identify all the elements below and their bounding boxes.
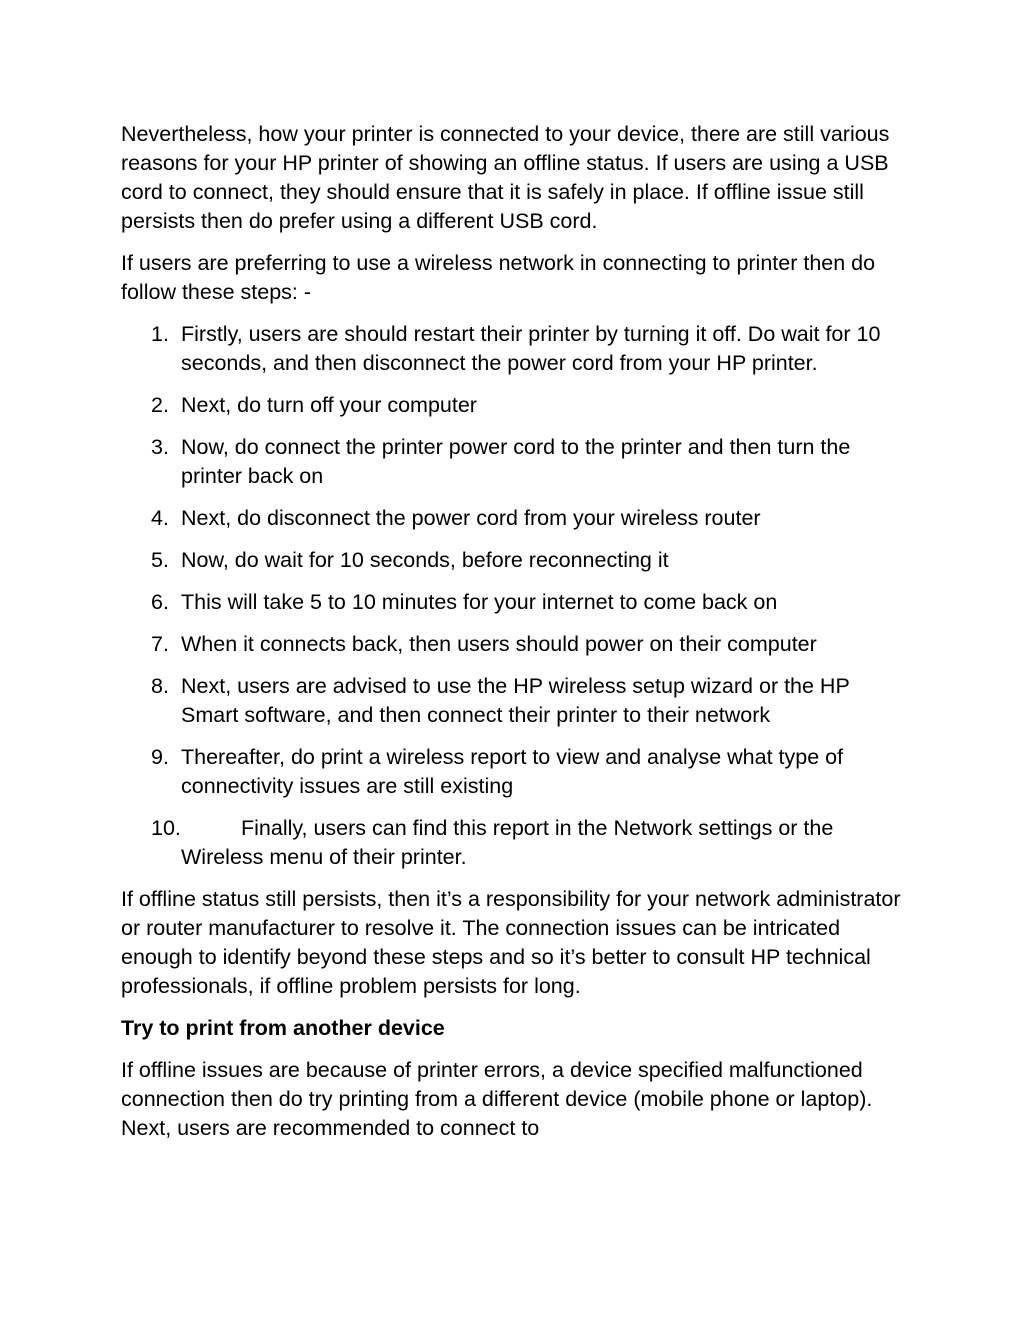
step-number: 9. (151, 745, 169, 769)
step-text: Firstly, users are should restart their printer by turning it off. Do wait for 10 seconds, and then disconnect the power cord from your HP printer. (181, 322, 881, 375)
list-item (121, 504, 911, 533)
list-item (121, 672, 911, 730)
list-item (121, 546, 911, 575)
step-number: 3. (151, 435, 169, 459)
list-item (121, 814, 911, 872)
wireless-intro-paragraph: If users are preferring to use a wireless network in connecting to printer then do follow these steps: - (121, 251, 876, 304)
step-number: 8. (151, 674, 169, 698)
step-text: Next, users are advised to use the HP wireless setup wizard or the HP Smart software, and then connect their printer to their network (181, 674, 850, 727)
step-number: 10. (151, 816, 181, 840)
step-text: Next, do turn off your computer (181, 393, 477, 417)
step-text: Thereafter, do print a wireless report to view and analyse what type of connectivity issues are still existing (181, 745, 844, 798)
offline-status-paragraph: If offline status still persists, then it’s a responsibility for your network administrator or router manufacturer to resolve it. The connection issues can be intricated enough to identify beyond these steps and so it’s better to consult HP technical professionals, if offline problem persists for long. (121, 887, 901, 998)
step-number: 5. (151, 548, 169, 572)
another-device-paragraph: If offline issues are because of printer errors, a device specified malfunctioned connection then do try printing from a different device (mobile phone or laptop). Next, users are recommended to connect to (121, 1058, 873, 1140)
step-text: This will take 5 to 10 minutes for your internet to come back on (181, 590, 778, 614)
step-text: Now, do connect the printer power cord to the printer and then turn the printer back on (181, 435, 851, 488)
steps-list (121, 320, 911, 872)
list-item (121, 320, 911, 378)
document-page (121, 120, 911, 1156)
step-number: 1. (151, 322, 169, 346)
list-item (121, 391, 911, 420)
step-text: Now, do wait for 10 seconds, before reconnecting it (181, 548, 669, 572)
intro-paragraph: Nevertheless, how your printer is connected to your device, there are still various reasons for your HP printer of showing an offline status. If users are using a USB cord to connect, they should ensure that it is safely in place. If offline issue still persists then do prefer using a different USB cord. (121, 122, 890, 233)
list-item (121, 433, 911, 491)
step-text: Next, do disconnect the power cord from your wireless router (181, 506, 761, 530)
step-text: When it connects back, then users should power on their computer (181, 632, 817, 656)
step-number: 4. (151, 506, 169, 530)
section-heading: Try to print from another device (121, 1016, 445, 1040)
list-item (121, 588, 911, 617)
step-text: Finally, users can find this report in the Network settings or the Wireless menu of their printer. (181, 816, 834, 869)
step-number: 6. (151, 590, 169, 614)
list-item (121, 743, 911, 801)
step-number: 7. (151, 632, 169, 656)
list-item (121, 630, 911, 659)
step-number: 2. (151, 393, 169, 417)
